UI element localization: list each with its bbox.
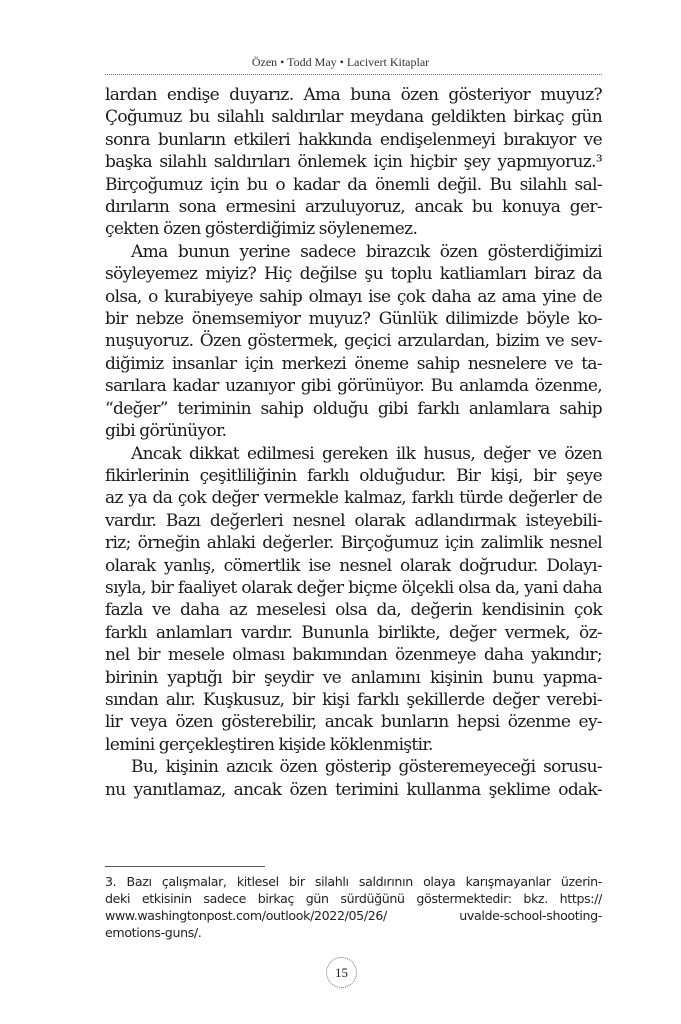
text-line: nu yanıtlamaz, ancak özen terimini kullanma şeklime odak- — [105, 779, 602, 800]
text-line: nuşuyoruz. Özen göstermek, geçici arzulardan, bizim ve sev- — [105, 331, 602, 352]
paragraph — [105, 84, 602, 241]
text-line: fazla ve daha az meselesi olsa da, değerin kendisinin çok — [105, 600, 602, 621]
text-line: riz; örneğin ahlaki değerler. Birçoğumuz için zalimlik nesnel — [105, 533, 602, 554]
footnote-line: deki etkisinin sadece birkaç gün sürdüğünü göstermektedir: bkz. https:// — [105, 891, 602, 906]
body-text — [105, 84, 602, 801]
footnote-line: emotions-guns/. — [105, 925, 202, 940]
text-line: vardır. Bazı değerleri nesnel olarak adlandırmak isteyebili- — [105, 510, 602, 531]
text-line: nel bir mesele olması bakımından özenmeye daha yakındır; — [105, 645, 602, 666]
text-line: “değer” teriminin sahip olduğu gibi farklı anlamlara sahip — [105, 398, 602, 419]
text-line: sonra bunların etkileri hakkında endişelenmeyi bırakıyor ve — [105, 129, 602, 150]
text-line: birinin yaptığı bir şeydir ve anlamını kişinin bunu yapma- — [105, 667, 602, 688]
text-line: diğimiz insanlar için merkezi öneme sahip nesnelere ve ta- — [105, 353, 602, 374]
text-line: lardan endişe duyarız. Ama buna özen gösteriyor muyuz? — [105, 85, 602, 105]
text-line: sarılara kadar uzanıyor gibi görünüyor. Bu anlamda özenme, — [105, 376, 602, 397]
text-line: lir veya özen gösterebilir, ancak bunların hepsi özenme ey- — [105, 712, 602, 733]
text-line: fikirlerinin çeşitliliğinin farklı olduğudur. Bir kişi, bir şeye — [105, 465, 602, 486]
running-header: Özen • Todd May • Lacivert Kitaplar — [251, 55, 430, 69]
text-line: farklı anlamları vardır. Bununla birlikte, değer vermek, öz- — [105, 622, 602, 643]
page-number: 15 — [335, 964, 348, 980]
header-divider — [105, 74, 602, 75]
text-line: Birçoğumuz için bu o kadar da önemli değil. Bu silahlı sal- — [105, 174, 602, 195]
paragraph — [105, 756, 602, 801]
text-line: olarak yanlış, cömertlik ise nesnel olarak doğrudur. Dolayı- — [105, 555, 602, 576]
text-line: bir nebze önemsemiyor muyuz? Günlük dilimizde böyle ko- — [105, 309, 602, 330]
text-line: gibi görünüyor. — [105, 421, 227, 442]
text-line: dırıların sona ermesini arzuluyoruz, ancak bu konuya ger- — [105, 197, 602, 218]
text-line: söyleyemez miyiz? Hiç değilse şu toplu katliamları biraz da — [105, 264, 602, 285]
text-line: lemini gerçekleştiren kişide köklenmiştir. — [105, 734, 433, 755]
text-line: az ya da çok değer vermekle kalmaz, farklı türde değerler de — [105, 488, 602, 509]
footnote-line: www.washingtonpost.com/outlook/2022/05/26/ uvalde-school-shooting- — [105, 908, 602, 923]
text-line: çekten özen gösterdiğimiz söylenemez. — [105, 219, 418, 240]
text-line: başka silahlı saldırıları önlemek için hiçbir şey yapmıyoruz.³ — [105, 152, 602, 173]
text-line: Çoğumuz bu silahlı saldırılar meydana geldikten birkaç gün — [105, 107, 602, 128]
footnote-divider — [105, 866, 265, 867]
paragraph — [105, 241, 602, 443]
text-line: Bu, kişinin azıcık özen gösterip gösteremeyeceği sorusu- — [131, 757, 602, 778]
text-line: sından alır. Kuşkusuz, bir kişi farklı şekillerde değer verebi- — [105, 689, 602, 710]
footnote — [105, 873, 602, 941]
text-line: Ama bunun yerine sadece birazcık özen gösterdiğimizi — [131, 241, 602, 262]
paragraph — [105, 443, 602, 757]
text-line: sıyla, bir faaliyet olarak değer biçme ölçekli olsa da, yani daha — [105, 577, 602, 598]
text-line: Ancak dikkat edilmesi gereken ilk husus, değer ve özen — [131, 443, 602, 464]
text-line: olsa, o kurabiyeye sahip olmayı ise çok daha az ama yine de — [105, 286, 602, 307]
page-number-badge — [326, 957, 357, 988]
footnote-line: 3. Bazı çalışmalar, kitlesel bir silahlı saldırının olaya karışmayanlar üzerin- — [105, 874, 602, 889]
